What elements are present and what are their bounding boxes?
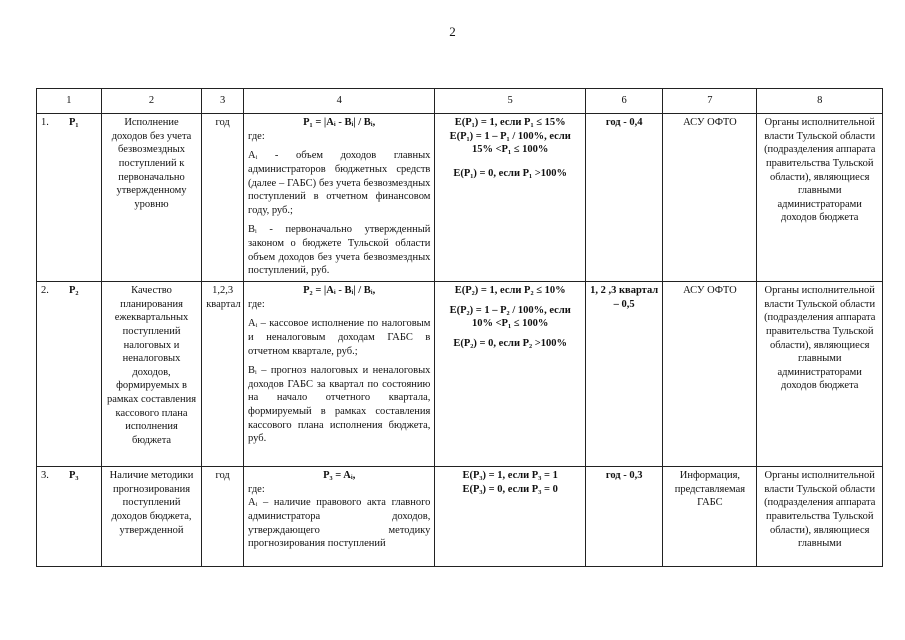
formula-definition: Bᵢ – прогноз налоговых и неналоговых доходов ГАБС за квартал по состоянию на начало отчетного квартала, формируемый в рамках составления кассового плана исполнения бюджета, руб. — [248, 365, 431, 445]
page-number: 2 — [449, 24, 456, 39]
evaluation-cell — [435, 467, 586, 567]
formula-cell — [244, 467, 435, 567]
evaluation-line: E(P₂) = 1 – P₂ / 100%, если 10% <P₁ ≤ 100% — [449, 304, 571, 330]
evaluation-line: E(P₁) = 1, если P₁ ≤ 15% — [454, 117, 566, 128]
formula-cell — [244, 114, 435, 282]
table-row — [37, 467, 883, 567]
header-cell: 8 — [757, 89, 883, 114]
evaluation-line: E(P₃) = 1, если P₃ = 1 — [462, 470, 558, 481]
data-source: АСУ ОФТО — [663, 114, 757, 282]
formula: P₂ = |Aᵢ - Bᵢ| / Bᵢ, — [303, 285, 376, 296]
indicator-period: год — [202, 114, 244, 282]
indicator-code: P₃ — [69, 470, 79, 481]
header-cell: 5 — [435, 89, 586, 114]
row-number-cell — [37, 467, 102, 567]
header-cell: 2 — [101, 89, 201, 114]
indicator-name: Исполнение доходов без учета безвозмездных поступлений к первоначально утвержденному уровню — [101, 114, 201, 282]
row-number: 1. — [41, 117, 49, 128]
indicator-name: Наличие методики прогнозирования поступлений доходов бюджета, утвержденной — [101, 467, 201, 567]
evaluation-line: E(P₂) = 1, если P₂ ≤ 10% — [454, 285, 566, 296]
responsible-bodies: Органы исполнительной власти Тульской области (подразделения аппарата правительства Тульской области), являющиеся главными администраторами доходов бюджета — [757, 282, 883, 467]
formula-definition: Aᵢ – наличие правового акта главного администратора доходов, утверждающего методику прогнозирования поступлений — [248, 497, 431, 550]
responsible-bodies: Органы исполнительной власти Тульской области (подразделения аппарата правительства Тульской области), являющиеся главными — [757, 467, 883, 567]
row-number: 3. — [41, 470, 49, 481]
indicator-name: Качество планирования ежеквартальных поступлений налоговых и неналоговых доходов, формируемых в рамках составления кассового плана исполнения бюджета — [101, 282, 201, 467]
header-cell: 1 — [37, 89, 102, 114]
formula: P₁ = |Aᵢ - Bᵢ| / Bᵢ, — [303, 117, 376, 128]
evaluation-line: E(P₂) = 0, если P₂ >100% — [453, 337, 568, 349]
indicator-period: год — [202, 467, 244, 567]
indicator-weight: 1, 2 ,3 квартал – 0,5 — [585, 282, 662, 467]
formula-definition: Bᵢ - первоначально утвержденный законом о бюджете Тульской области объем доходов без учета безвозмездных поступлений, руб. — [248, 224, 431, 277]
row-number-cell — [37, 114, 102, 282]
table-header-row — [37, 89, 883, 114]
data-source: Информация, представляемая ГАБС — [663, 467, 757, 567]
evaluation-cell — [435, 282, 586, 467]
row-number: 2. — [41, 285, 49, 296]
formula-cell — [244, 282, 435, 467]
indicator-weight: год - 0,3 — [585, 467, 662, 567]
formula-where: где: — [248, 483, 265, 495]
evaluation-line: E(P₃) = 0, если P₃ = 0 — [462, 483, 558, 495]
header-cell: 3 — [202, 89, 244, 114]
indicator-period: 1,2,3 квартал — [202, 282, 244, 467]
formula-definition: Aᵢ - объем доходов главных администраторов бюджетных средств (далее – ГАБС) без учета безвозмездных поступлений в отчетном финансовом году, руб.; — [248, 150, 431, 216]
formula: P₃ = Aᵢ, — [323, 470, 356, 481]
formula-where: где: — [248, 298, 265, 310]
evaluation-line: E(P₁) = 1 – P₁ / 100%, если 15% <P₁ ≤ 100% — [449, 130, 571, 156]
evaluation-cell — [435, 114, 586, 282]
responsible-bodies: Органы исполнительной власти Тульской области (подразделения аппарата правительства Тульской области), являющиеся главными администраторами доходов бюджета — [757, 114, 883, 282]
indicator-code: P₂ — [69, 285, 79, 296]
formula-definition: Aᵢ – кассовое исполнение по налоговым и неналоговым доходам ГАБС в отчетном квартале, руб.; — [248, 318, 431, 357]
data-source: АСУ ОФТО — [663, 282, 757, 467]
formula-where: где: — [248, 130, 265, 142]
indicator-code: P₁ — [69, 117, 79, 128]
table-row — [37, 114, 883, 282]
header-cell: 7 — [663, 89, 757, 114]
header-cell: 4 — [244, 89, 435, 114]
table-row — [37, 282, 883, 467]
indicator-weight: год - 0,4 — [585, 114, 662, 282]
header-cell: 6 — [585, 89, 662, 114]
indicators-table — [36, 88, 883, 567]
evaluation-line: E(P₁) = 0, если P₁ >100% — [453, 167, 568, 179]
row-number-cell — [37, 282, 102, 467]
